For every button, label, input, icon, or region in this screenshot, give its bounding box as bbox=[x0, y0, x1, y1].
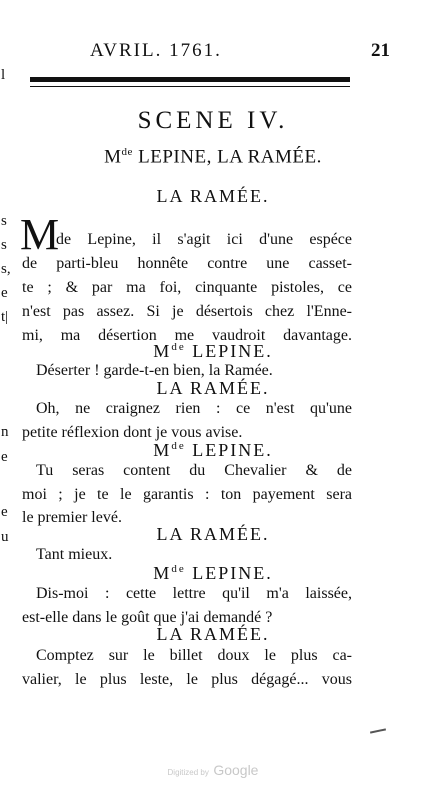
speaker-sup: de bbox=[171, 341, 186, 353]
text-line: n'est pas assez. Si je désertois chez l'Enne- bbox=[22, 303, 352, 320]
characters-sup: de bbox=[121, 146, 133, 158]
gutter-mark: u bbox=[1, 529, 9, 545]
text-line: te ; & par ma foi, cinquante pistoles, ce bbox=[22, 279, 352, 296]
speaker-name: LEPINE. bbox=[185, 563, 273, 583]
header-rule-thin bbox=[30, 86, 350, 87]
speaker-heading: LA RAMÉE. bbox=[156, 624, 270, 644]
stray-ink-mark bbox=[370, 728, 386, 733]
gutter-mark: t| bbox=[1, 309, 9, 325]
page-number: 21 bbox=[371, 40, 390, 61]
text-line: Oh, ne craignez rien : ce n'est qu'une bbox=[36, 400, 352, 417]
scene-title: SCENE IV. bbox=[137, 107, 289, 134]
speaker-name: LEPINE. bbox=[185, 341, 273, 361]
gutter-mark: e bbox=[1, 504, 8, 520]
speaker-prefix: M bbox=[153, 341, 172, 361]
text-line: Comptez sur le billet doux le plus ca- bbox=[36, 647, 352, 664]
drop-cap: M bbox=[20, 210, 60, 259]
speaker-prefix: M bbox=[153, 563, 172, 583]
speaker-heading bbox=[0, 563, 426, 584]
speaker-heading: LA RAMÉE. bbox=[156, 524, 270, 544]
text-line: de Lepine, il s'agit ici d'une espéce bbox=[56, 231, 352, 248]
characters-prefix: M bbox=[104, 146, 122, 168]
text-line: Déserter ! garde-t-en bien, la Ramée. bbox=[36, 362, 273, 379]
running-head-title: AVRIL. 1761. bbox=[90, 40, 222, 61]
speaker-heading: LA RAMÉE. bbox=[156, 378, 270, 398]
characters-rest: LEPINE, LA RAMÉE. bbox=[132, 146, 322, 168]
text-line: moi ; je te le garantis : ton payement sera bbox=[22, 486, 352, 503]
scene-characters bbox=[0, 146, 426, 168]
gutter-mark: e bbox=[1, 449, 8, 465]
text-line: est-elle dans le goût que j'ai demandé ? bbox=[22, 609, 273, 626]
text-line: le premier levé. bbox=[22, 509, 122, 526]
gutter-mark: n bbox=[1, 424, 9, 440]
gutter-mark: s, bbox=[1, 261, 11, 277]
speaker-heading bbox=[0, 440, 426, 461]
google-logo: Google bbox=[213, 762, 259, 778]
text-line: Dis-moi : cette lettre qu'il m'a laissée, bbox=[36, 585, 352, 602]
speaker-name: LEPINE. bbox=[185, 440, 273, 460]
speaker-heading: LA RAMÉE. bbox=[156, 186, 270, 206]
text-line: petite réflexion dont je vous avise. bbox=[22, 424, 243, 441]
text-line: mi, ma désertion me vaudroit davantage. bbox=[22, 327, 352, 344]
gutter-mark: e bbox=[1, 285, 8, 301]
speaker-prefix: M bbox=[153, 440, 172, 460]
gutter-mark: s bbox=[1, 237, 7, 253]
watermark-caption: Digitized by bbox=[167, 768, 209, 777]
text-line: Tu seras content du Chevalier & de bbox=[36, 462, 352, 479]
text-line: valier, le plus leste, le plus dégagé... vous bbox=[22, 671, 352, 688]
speaker-sup: de bbox=[171, 563, 186, 575]
header-rule-thick bbox=[30, 77, 350, 82]
gutter-mark: l bbox=[1, 67, 6, 83]
digitization-watermark bbox=[0, 762, 426, 780]
speaker-heading bbox=[0, 341, 426, 362]
running-head bbox=[90, 40, 390, 70]
gutter-mark: s bbox=[1, 213, 7, 229]
speaker-sup: de bbox=[171, 440, 186, 452]
text-line: de parti-bleu honnête contre une casset- bbox=[22, 255, 352, 272]
text-line: Tant mieux. bbox=[36, 546, 113, 563]
